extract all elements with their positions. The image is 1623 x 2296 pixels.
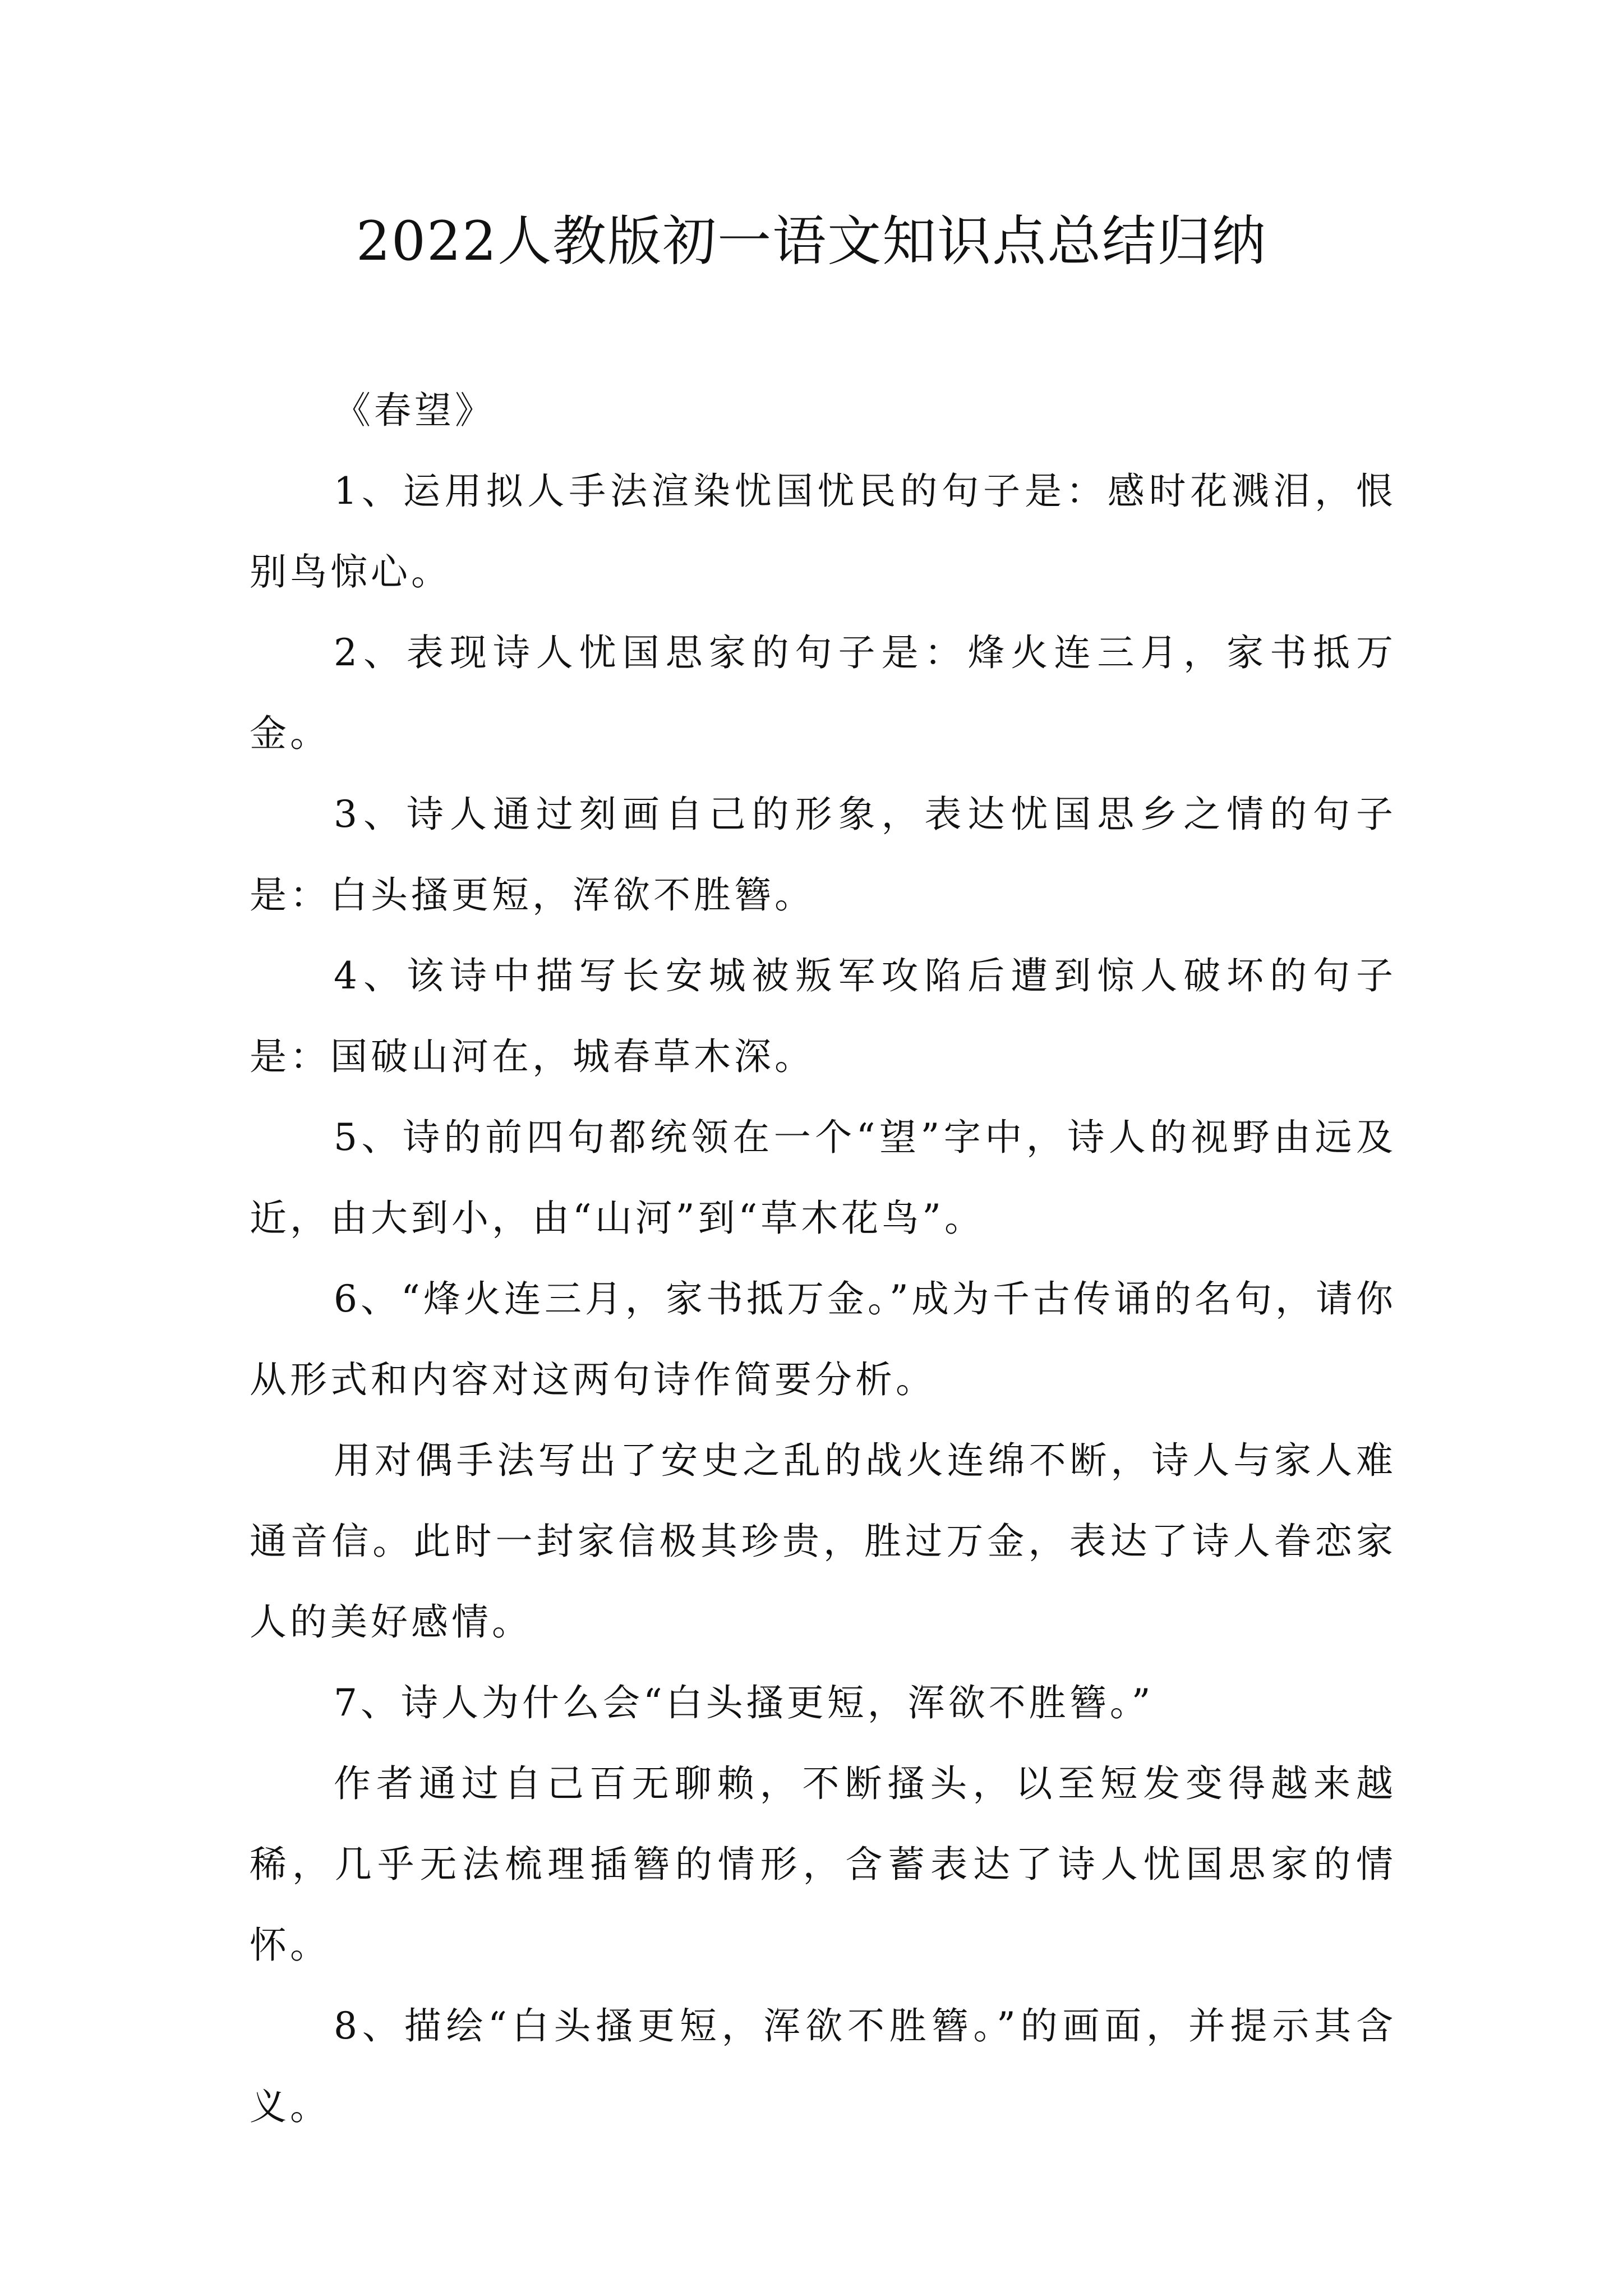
paragraph-item-6: 6、“烽火连三月，家书抵万金。”成为千古传诵的名句，请你从形式和内容对这两句诗作简要分析。 — [250, 1277, 1396, 1401]
poem-heading: 《春望》 — [334, 389, 495, 432]
paragraph-item-7: 7、诗人为什么会“白头搔更短，浑欲不胜簪。” — [334, 1681, 1154, 1724]
paragraph-answer-7: 作者通过自己百无聊赖，不断搔头，以至短发变得越来越稀，几乎无法梳理插簪的情形，含蓄表达了诗人忧国思家的情怀。 — [250, 1762, 1396, 1967]
document-body — [250, 370, 1396, 2147]
paragraph-item-4: 4、该诗中描写长安城被叛军攻陷后遭到惊人破坏的句子是：国破山河在，城春草木深。 — [250, 954, 1396, 1078]
paragraph-item-3: 3、诗人通过刻画自己的形象，表达忧国思乡之情的句子是：白头搔更短，浑欲不胜簪。 — [250, 793, 1396, 917]
paragraph-item-1: 1、运用拟人手法渲染忧国忧民的句子是：感时花溅泪，恨别鸟惊心。 — [250, 470, 1396, 593]
paragraph-item-2: 2、表现诗人忧国思家的句子是：烽火连三月，家书抵万金。 — [250, 631, 1396, 755]
paragraph-item-8: 8、描绘“白头搔更短，浑欲不胜簪。”的画面，并提示其含义。 — [250, 2004, 1396, 2128]
paragraph-answer-6: 用对偶手法写出了安史之乱的战火连绵不断，诗人与家人难通音信。此时一封家信极其珍贵，胜过万金，表达了诗人眷恋家人的美好感情。 — [250, 1439, 1396, 1644]
paragraph-item-5: 5、诗的前四句都统领在一个“望”字中，诗人的视野由远及近，由大到小，由“山河”到“草木花鸟”。 — [250, 1116, 1396, 1240]
document-title: 2022人教版初一语文知识点总结归纳 — [356, 210, 1267, 273]
